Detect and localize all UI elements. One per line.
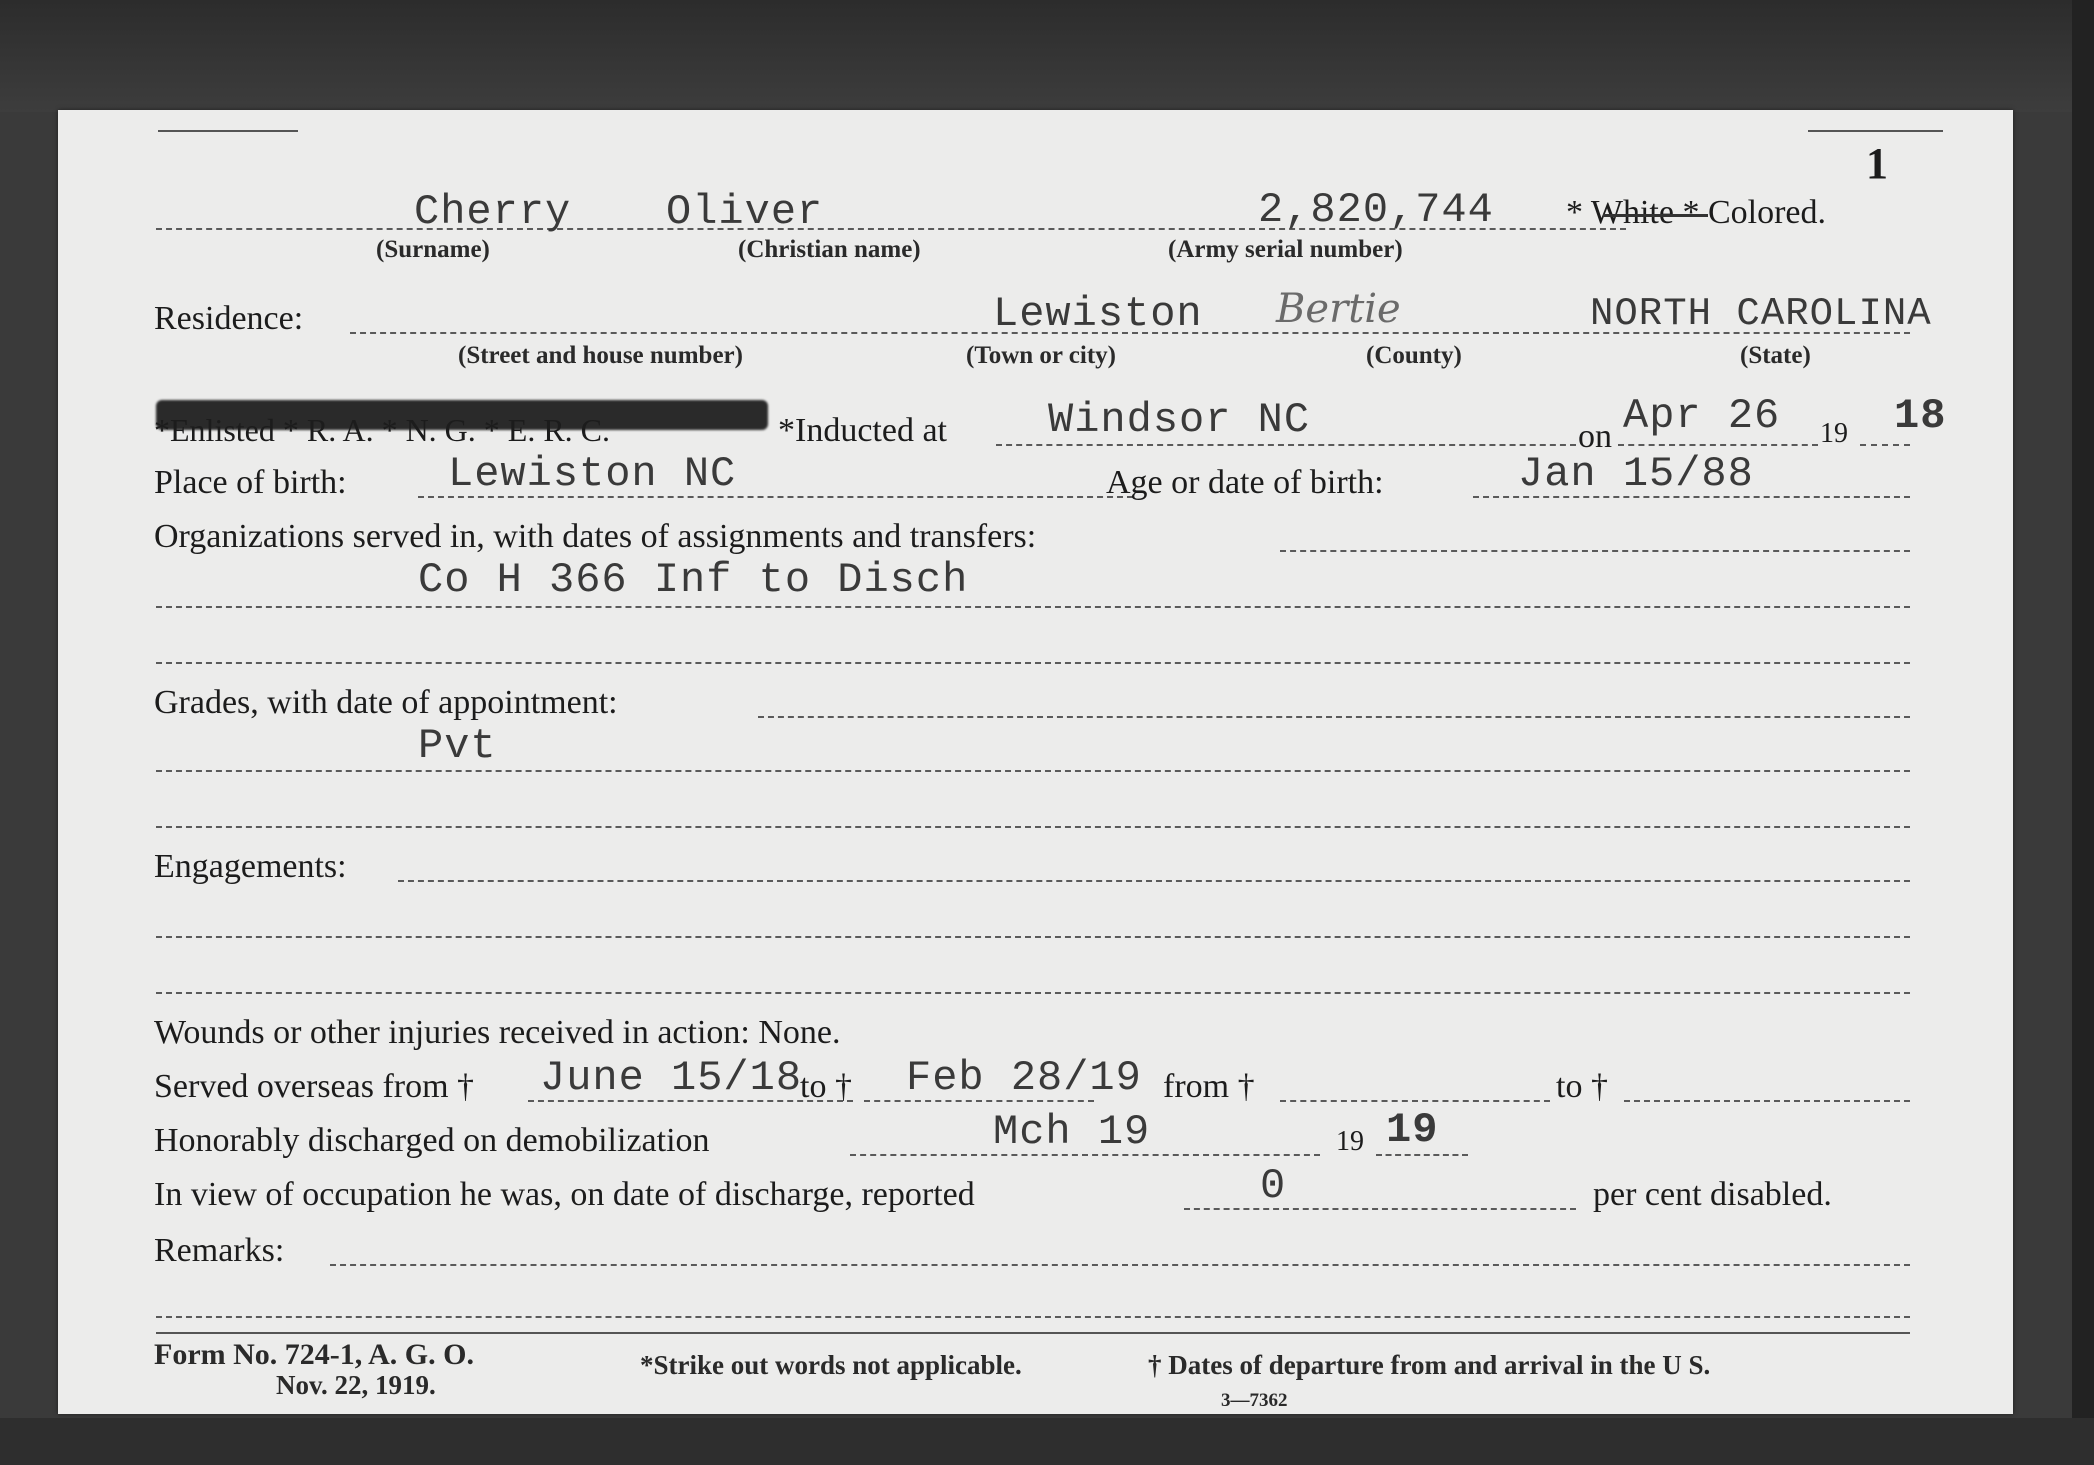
corner-mark-right: [1808, 130, 1943, 132]
form-date: Nov. 22, 1919.: [276, 1370, 436, 1400]
discharge-year-line: [1376, 1154, 1468, 1156]
discharge-year-value: 19: [1386, 1106, 1439, 1154]
scan-background-bottom: [0, 1418, 2094, 1465]
organizations-line-1: [1280, 550, 1910, 552]
overseas-to2-label: to †: [1556, 1068, 1608, 1105]
overseas-from-value: June 15/18: [540, 1054, 803, 1102]
surname-caption: (Surname): [376, 236, 490, 263]
engagements-line-2: [156, 936, 1910, 938]
discharge-date-value: Mch 19: [993, 1108, 1151, 1156]
scan-background-right: [2072, 0, 2094, 1465]
birth-place-label: Place of birth:: [154, 464, 347, 501]
organizations-label: Organizations served in, with dates of assignments and transfers:: [154, 518, 1037, 555]
state-value: NORTH CAROLINA: [1590, 292, 1932, 336]
footnote-strike: *Strike out words not applicable.: [640, 1350, 1022, 1380]
remarks-label: Remarks:: [154, 1232, 285, 1269]
discharge-label: Honorably discharged on demobilization: [154, 1122, 710, 1159]
enlistment-options: *Enlisted * R. A. * N. G. * E. R. C.: [154, 412, 611, 448]
disability-label: In view of occupation he was, on date of discharge, reported: [154, 1176, 975, 1213]
inducted-label: *Inducted at: [778, 412, 947, 449]
card-number: 1: [1866, 139, 1888, 188]
induction-year-line: [1860, 444, 1910, 446]
overseas-to-value: Feb 28/19: [906, 1054, 1142, 1102]
christian-name-value: Oliver: [666, 188, 824, 236]
service-record-card: [58, 110, 2013, 1414]
inducted-place-value: Windsor NC: [1048, 396, 1311, 444]
form-number: Form No. 724-1, A. G. O.: [154, 1338, 474, 1371]
discharge-year-prefix: 19: [1336, 1126, 1364, 1157]
overseas-label: Served overseas from †: [154, 1068, 475, 1105]
footnote-dates: † Dates of departure from and arrival in the U S.: [1148, 1350, 1711, 1380]
county-value: Bertie: [1276, 286, 1401, 332]
birth-place-value: Lewiston NC: [448, 450, 737, 498]
induction-year-value: 18: [1894, 392, 1947, 440]
town-caption: (Town or city): [966, 342, 1116, 369]
christian-name-caption: (Christian name): [738, 236, 921, 263]
induction-date-value: Apr 26: [1623, 392, 1781, 440]
footer-rule: [156, 1332, 1910, 1334]
overseas-to2-line: [1624, 1100, 1910, 1102]
on-label: on: [1578, 418, 1612, 455]
race-options: * White * Colored.: [1566, 194, 1826, 231]
induction-year-prefix: 19: [1820, 418, 1848, 449]
organizations-line-2: [156, 606, 1910, 608]
organizations-line-3: [156, 662, 1910, 664]
overseas-from2-line: [1280, 1100, 1550, 1102]
town-value: Lewiston: [993, 290, 1203, 338]
engagements-label: Engagements:: [154, 848, 347, 885]
grades-line-3: [156, 826, 1910, 828]
induction-date-line: [1618, 444, 1818, 446]
grades-label: Grades, with date of appointment:: [154, 684, 618, 721]
organizations-value: Co H 366 Inf to Disch: [418, 556, 969, 604]
serial-number-caption: (Army serial number): [1168, 236, 1403, 263]
scan-background-top: [0, 0, 2094, 112]
grades-line-2: [156, 770, 1910, 772]
disability-line: [1184, 1208, 1576, 1210]
state-caption: (State): [1740, 342, 1811, 369]
inducted-line: [996, 444, 1576, 446]
remarks-line-2: [156, 1316, 1910, 1318]
age-label: Age or date of birth:: [1106, 464, 1384, 501]
grades-value: Pvt: [418, 722, 497, 770]
street-caption: (Street and house number): [458, 342, 743, 369]
serial-number-value: 2,820,744: [1258, 186, 1494, 234]
birth-date-value: Jan 15/88: [1518, 450, 1754, 498]
grades-line-1: [758, 716, 1910, 718]
surname-value: Cherry: [414, 188, 572, 236]
engagements-line-3: [156, 992, 1910, 994]
white-strikeout: [1603, 214, 1708, 217]
print-code: 3—7362: [1221, 1390, 1288, 1411]
corner-mark-left: [158, 130, 298, 132]
overseas-to-label: to †: [800, 1068, 852, 1105]
remarks-line-1: [330, 1264, 1910, 1266]
disability-suffix: per cent disabled.: [1593, 1176, 1832, 1213]
wounds-label: Wounds or other injuries received in action: None.: [154, 1014, 841, 1051]
engagements-line-1: [398, 880, 1910, 882]
overseas-from2-label: from †: [1163, 1068, 1255, 1105]
disability-value: 0: [1260, 1162, 1287, 1210]
county-caption: (County): [1366, 342, 1462, 369]
residence-label: Residence:: [154, 300, 304, 337]
